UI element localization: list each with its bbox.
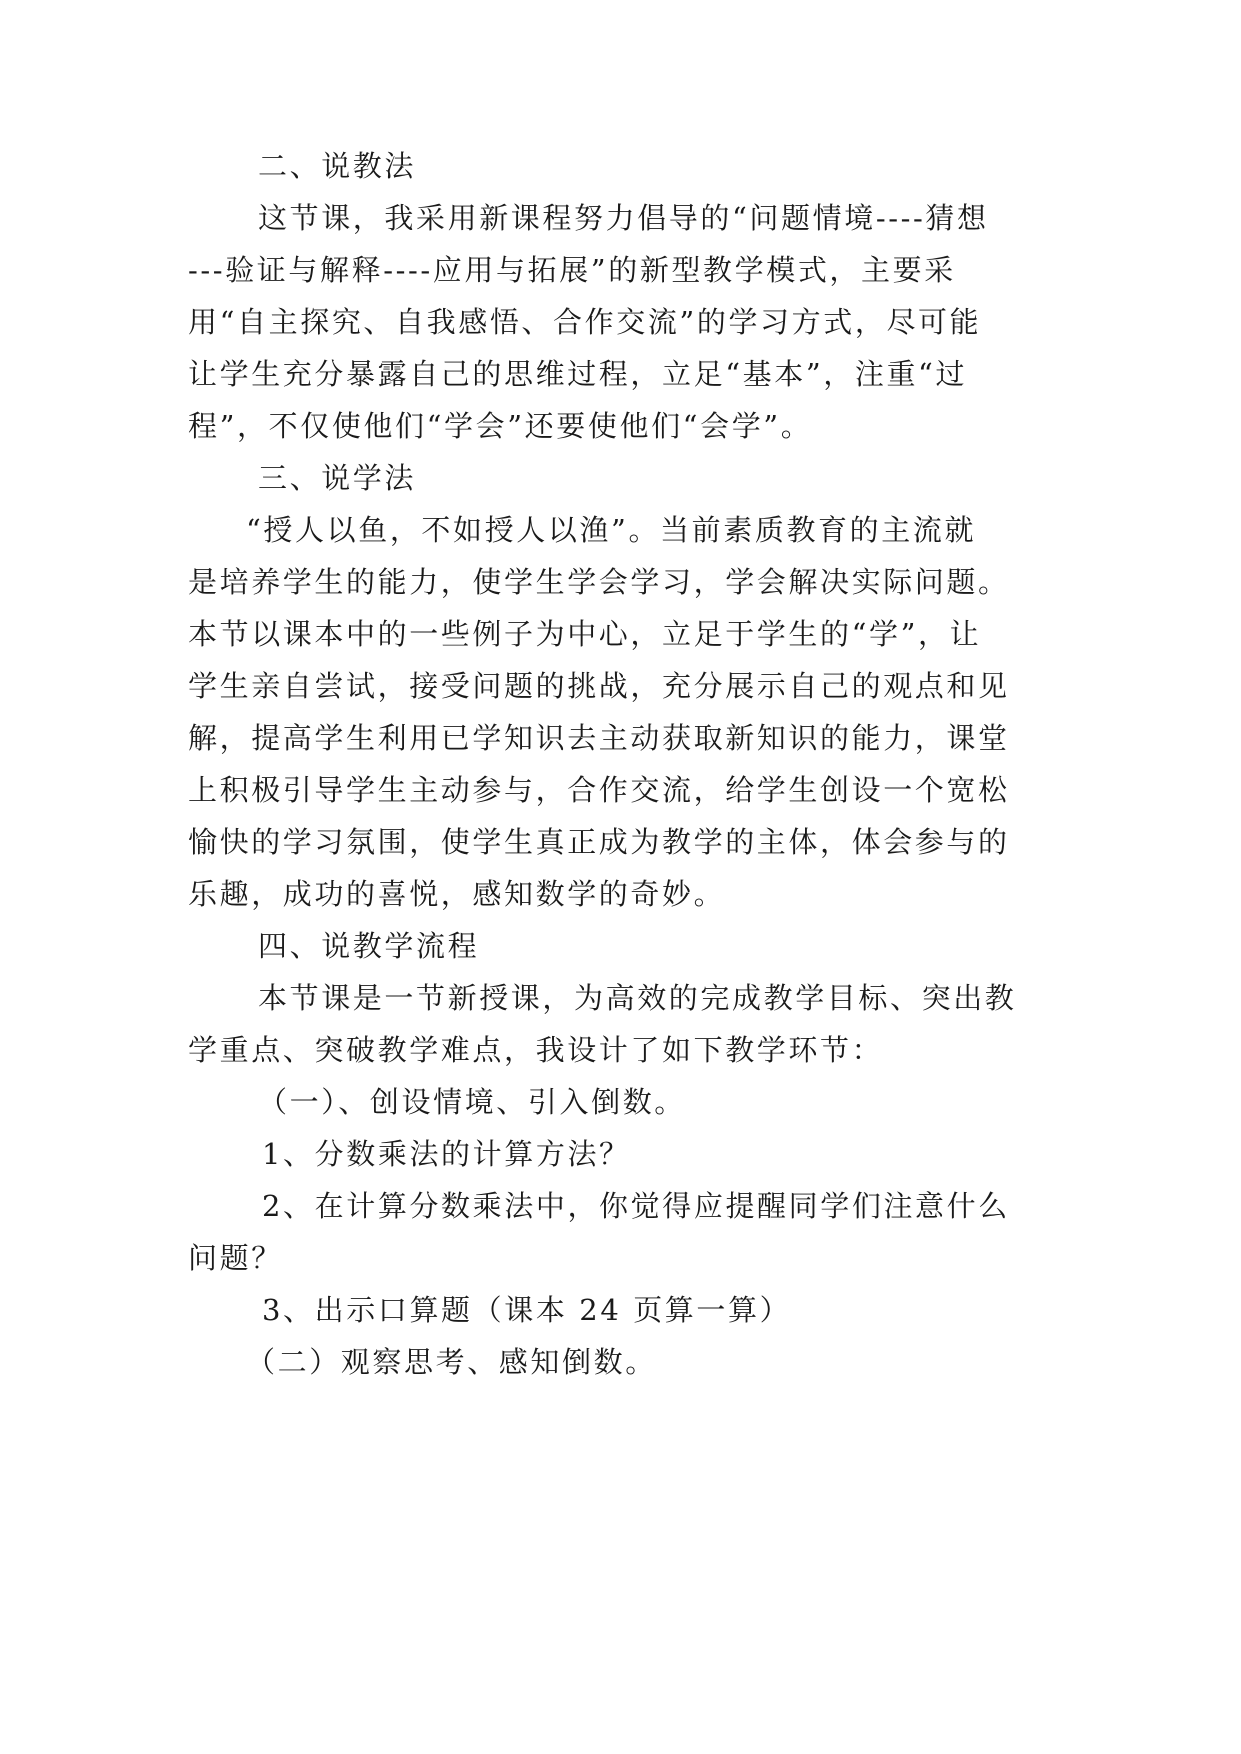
paragraph-line: 这节课，我采用新课程努力倡导的“问题情境----猜想	[258, 201, 989, 235]
paragraph-line: 本节课是一节新授课，为高效的完成教学目标、突出教	[258, 981, 1017, 1015]
paragraph-line: 解，提高学生利用已学知识去主动获取新知识的能力，课堂	[188, 721, 1010, 755]
paragraph-line: 程”，不仅使他们“学会”还要使他们“会学”。	[188, 409, 813, 443]
section-heading-teaching-method: 二、说教法	[258, 149, 417, 183]
paragraph-line: 是培养学生的能力，使学生学会学习，学会解决实际问题。	[188, 565, 1010, 599]
paragraph-line: ---验证与解释----应用与拓展”的新型教学模式，主要采	[188, 253, 956, 287]
paragraph-line: 本节以课本中的一些例子为中心，立足于学生的“学”，让	[188, 617, 982, 651]
paragraph-line: 学生亲自尝试，接受问题的挑战，充分展示自己的观点和见	[188, 669, 1010, 703]
paragraph-line: 学重点、突破教学难点，我设计了如下教学环节：	[188, 1033, 884, 1067]
paragraph-line: 用“自主探究、自我感悟、合作交流”的学习方式，尽可能	[188, 305, 982, 339]
subsection-heading-observe: （二）观察思考、感知倒数。	[246, 1345, 657, 1379]
list-item: 2、在计算分数乘法中，你觉得应提醒同学们注意什么	[262, 1189, 1010, 1223]
paragraph-line: 乐趣，成功的喜悦，感知数学的奇妙。	[188, 877, 726, 911]
paragraph-line: 让学生充分暴露自己的思维过程，立足“基本”，注重“过	[188, 357, 968, 391]
section-heading-teaching-flow: 四、说教学流程	[258, 929, 480, 963]
paragraph-line: “授人以鱼，不如授人以渔”。当前素质教育的主流就	[246, 513, 977, 547]
list-item: 1、分数乘法的计算方法？	[262, 1137, 631, 1171]
subsection-heading-create-situation: （一）、创设情境、引入倒数。	[258, 1085, 686, 1119]
paragraph-line: 上积极引导学生主动参与，合作交流，给学生创设一个宽松	[188, 773, 1010, 807]
list-item: 3、出示口算题（课本 24 页算一算）	[262, 1293, 792, 1327]
section-heading-learning-method: 三、说学法	[258, 461, 417, 495]
list-item-continuation: 问题？	[188, 1241, 283, 1275]
paragraph-line: 愉快的学习氛围，使学生真正成为教学的主体，体会参与的	[188, 825, 1010, 859]
